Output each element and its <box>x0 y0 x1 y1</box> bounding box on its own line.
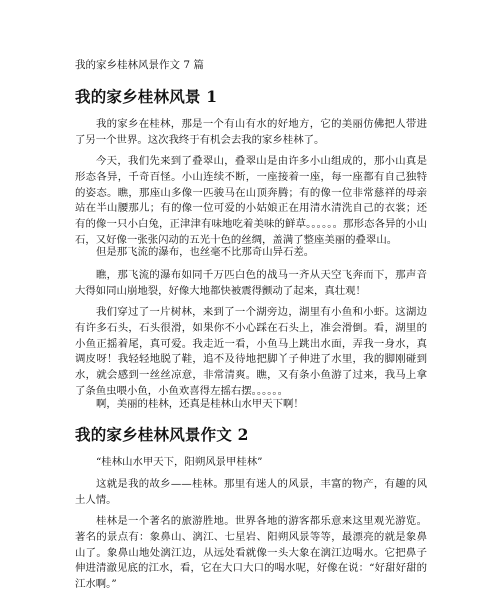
paragraph: “桂林山水甲天下，阳朔风景甲桂林” <box>96 456 263 468</box>
paragraph: 今天，我们先来到了叠翠山，叠翠山是由许多小山组成的，那小山真是形态各异，千奇百怪。小山连续不断，一座接着一座，每一座都有自己独特的姿态。瞧，那座山多像一匹骏马在山顶奔腾；有的像一位非常慈祥的母亲站在半山腰那儿；有的像一位可爱的小姑娘正在用清水清洗自己的衣裳；还有的像一只小白兔，正津津有味地吃着美味的鲜草。。。。。。那形态各异的小山石，又好像一张张闪动的五光十色的丝绸，盖满了整座美丽的叠翠山。 <box>75 155 427 246</box>
paragraph: 瞧，那飞流的瀑布如同千万匹白色的战马一齐从天空飞奔而下，那声音大得如同山崩地裂，好像大地都快被震得颤动了起来，真壮观！ <box>75 269 427 297</box>
section-heading-1: 我的家乡桂林风景 1 <box>75 87 218 106</box>
document-title: 我的家乡桂林风景作文 7 篇 <box>75 59 204 71</box>
section-heading-2: 我的家乡桂林风景作文 2 <box>75 425 249 444</box>
paragraph: 桂林是一个著名的旅游胜地。世界各地的游客都乐意来这里观光游览。著名的景点有：象鼻山、漓江、七星岩、阳朔风景等等，最漂亮的就是象鼻山了。象鼻山地处漓江边，从远处看就像一头大象在漓江边喝水。它把鼻子伸进清澈见底的江水，看，它在大口大口的喝水呢，好像在说：“好甜好甜的江水啊。” <box>75 515 427 591</box>
paragraph: 我们穿过了一片树林，来到了一个湖旁边，湖里有小鱼和小虾。这湖边有许多石头，石头很滑，如果你不小心踩在石头上，准会滑倒。看，湖里的小鱼正摇着尾，真可爱。我走近一看，小鱼马上跳出水面，弄我一身水，真调皮呀！我轻轻地脱了鞋，追不及待地把脚丫子伸进了水里，我的脚刚碰到水，就会感到一丝丝凉意，非常清爽。瞧，又有条小鱼游了过来，我马上拿了条鱼虫喂小鱼，小鱼欢喜得左摇右摆。。。。。。 <box>75 306 427 397</box>
paragraph: 我的家乡在桂林，那是一个有山有水的好地方，它的美丽仿佛把人带进了另一个世界。这次我终于有机会去我的家乡桂林了。 <box>75 118 427 146</box>
paragraph: 但是那飞流的瀑布，也丝毫不比那奇山异石差。 <box>96 246 315 258</box>
paragraph: 这就是我的故乡——桂林。那里有迷人的风景，丰富的物产，有趣的风土人情。 <box>75 478 427 506</box>
paragraph: 啊，美丽的桂林，还真是桂林山水甲天下啊！ <box>96 398 304 410</box>
